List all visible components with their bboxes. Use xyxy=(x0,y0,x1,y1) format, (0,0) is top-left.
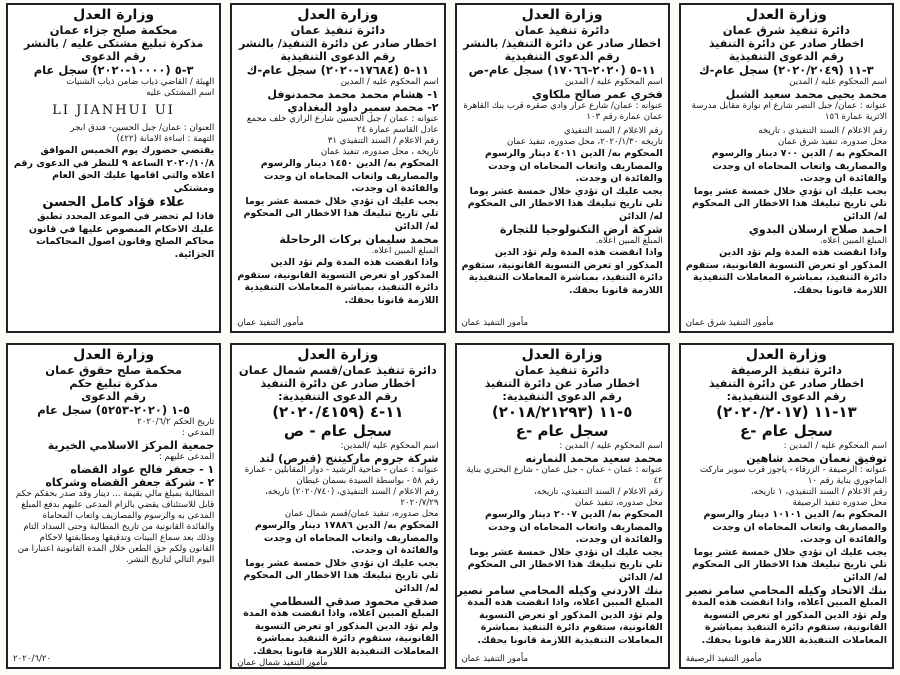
body-line: المحكوم به/ الدين ٢٠٠٧ دينار والرسوم والمصاريف واتعاب المحاماه ان وجدت والفائدة ان وجدت. xyxy=(485,509,663,545)
notice-title: اخطار صادر عن دائرة التنفيذ xyxy=(708,37,864,50)
body-line: المحكوم به/ الدين ١٠١٠١ دينار والرسوم والمصاريف واتعاب المحاماه ان وجدت والفائدة ان وجدت. xyxy=(703,509,887,545)
address: عنوانه : عمان/ جبل النصر شارع ام نوارة مقابل مدرسة الاثرية عمارة ١٥٦ xyxy=(691,101,887,122)
body-line: يجب عليك ان تؤدي خلال خمسة عشر يوما تلي تاريخ تبليغك هذا الاخطار الى المحكوم له/ الدائن xyxy=(243,557,439,594)
notice-title: مذكرة تبليغ حكم xyxy=(69,377,158,390)
ministry-heading: وزارة العدل xyxy=(521,347,603,363)
ministry-heading: وزارة العدل xyxy=(297,347,379,363)
body-line: محل صدوره، تنفيذ عمان xyxy=(575,498,663,508)
defendant-label: اسم المحكوم عليه /المدين: xyxy=(340,441,439,451)
notice-north-amman xyxy=(230,343,445,669)
case-number: ٣-٥ (١٠٠٠٠-٢٠٢٠) سجل عام xyxy=(33,63,194,77)
notice-amman-1 xyxy=(455,3,670,333)
defendant-name: ١ - جعفر فالح عواد القضاه xyxy=(70,463,215,476)
footer-signature: مأمور التنفيذ عمان xyxy=(461,318,529,328)
case-number: ١١-٥ (٢٠٢٠-١٧٠٦٦) سجل عام-ص xyxy=(468,63,656,77)
creditor-name: شركة ارض التكنولوجيا للتجارة xyxy=(499,223,663,236)
defendant-name: محمد يحيى محمد سعيد الشبل xyxy=(725,88,887,101)
department-name: دائرة تنفيذ عمان xyxy=(514,23,610,37)
creditor-name: صدقي محمود صدقي السطامي xyxy=(269,595,439,608)
body-line: رقم الاعلام / السند التنفيذي، (٢٠٢٠/٧٤٠) تاريخه، ٢٠٢٠/٧/٢٩ xyxy=(265,487,439,508)
footer-signature: مأمور التنفيذ الرصيفة xyxy=(685,654,762,664)
case-number: ١٣-١١ (٢٠٢٠/٢٠١٧) xyxy=(716,403,857,421)
body-line: يجب عليك ان تؤدي خلال خمسة عشر يوما تلي تاريخ تبليغك هذا الاخطار الى المحكوم له/ الدائن xyxy=(691,546,887,583)
ministry-heading: وزارة العدل xyxy=(745,347,827,363)
case-label: رقم الدعوى التنفيذية: xyxy=(502,390,622,403)
creditor-name: بنك الاردني وكيله المحامي سامر نصير xyxy=(456,584,663,597)
case-number: ٣-١١ (٢٠٢٠/٢٠٤٩) سجل عام-ك xyxy=(699,63,874,77)
body-line: محل صدوره تنفيذ الرصيفة xyxy=(792,498,887,508)
body-line: رقم الاعلام / السند التنفيذي ٣١ xyxy=(327,136,439,146)
body-line: محل صدوره، تنفيذ عمان/قسم شمال عمان xyxy=(284,509,439,519)
register: سجل عام -ع xyxy=(515,422,609,440)
notice-rusaifa xyxy=(679,343,894,669)
notice-title: اخطار صادر عن دائرة التنفيذ xyxy=(484,377,640,390)
footer-signature: مأمور التنفيذ عمان xyxy=(237,318,304,328)
department-name: دائرة تنفيذ الرصيفة xyxy=(730,363,842,377)
body-line: محل صدوره، تنفيذ شرق عمان xyxy=(777,137,887,147)
closing-line: واذا انقضت هذه المدة ولم تؤد الدين المذكور او تعرض التسوية القانونية، ستقوم دائرة التنفيذ، بمباشرة المعاملات التنفيذية اللازمة قانونا بحقك. xyxy=(461,247,663,296)
body-text: يجب عليك ان تؤدي خلال خمسة عشر يوما تلي تاريخ تبليغك هذا الاخطار الى المحكوم له/ الدائن xyxy=(243,195,439,232)
closing-line: المبلغ المبين اعلاه. xyxy=(819,236,887,246)
closing-line: المبلغ المبين اعلاه. xyxy=(595,236,663,246)
department-name: دائرة تنفيذ عمان xyxy=(514,363,610,377)
defendant-name: فخري عمر صالح ملكاوي xyxy=(531,88,663,101)
defendant-name: محمد سعيد محمد النمارنه xyxy=(525,452,663,465)
address: عنوانه : عمان/ شارع عرار وادي صقره قرب بنك القاهرة عمان عمارة رقم ١٠٣ xyxy=(463,101,663,122)
body-text: يجب عليك ان تؤدي خلال خمسة عشر يوما تلي تاريخ تبليغك هذا الاخطار الى المحكوم له/ الدائن xyxy=(691,185,887,222)
defendant-name: شركة جروم ماركيتنج (قبرص) لتد xyxy=(259,452,439,465)
ministry-heading: وزارة العدل xyxy=(73,347,155,363)
case-label: رقم الدعوى التنفيذية xyxy=(280,50,396,63)
defendant-label: اسم المحكوم عليه / المدين xyxy=(340,77,439,87)
body-line: المحكوم به / الدين ٧٠٠ دينار والرسوم والمصاريف واتعاب المحاماه ان وجدت والفائدة ان وجدت. xyxy=(711,148,887,184)
top-row xyxy=(6,3,894,333)
address: عنوانه : عمان - ضاحية الرشيد - دوار المقابلين - عمارة رقم ٥٨ - بواسطة السيدة بسمان غيطان xyxy=(244,465,439,486)
notice-civil-court xyxy=(6,343,221,669)
closing-line: واذا انقضت هذه المدة ولم تؤد الدين المذكور او تعرض التسوية القانونية، ستقوم دائرة التنفيذ، بمباشرة المعاملات التنفيذية اللازمة قانونا بحقك. xyxy=(685,247,887,296)
closing-line: المبلغ المبين اعلاه، واذا انقضت هذه المدة ولم تؤد الدين المذكور او تعرض التسوية القانونية، ستقوم دائرة التنفيذ بمباشرة المعاملات التنفيذية اللازمة قانونا بحقك. xyxy=(691,597,887,646)
notice-title: اخطار صادر عن دائرة التنفيذ/ بالنشر xyxy=(239,37,437,50)
defendant-label: اسم المحكوم عليه / المدين xyxy=(565,77,663,87)
case-number: ١١-٤ (٢٠٢٠/٤١٥٩) xyxy=(272,403,404,421)
judgment-text: المطالبة بمبلغ مالي بقيمة ... دينار وقد صدر بحقكم حكم قابل للاستئناف يقضي بالزام المدعى عليهم بدفع المبلغ المدعى به والرسوم والمصاريف واتعاب المحاماة والفائدة القانونية من تاريخ المطالبة وحتى السداد التام وذلك بعد سماع البينات وتدقيقها ومطابقتها لاحكام القانون ولكم حق الطعن خلال المدة القانونية اعتبارا من اليوم التالي لتاريخ النشر. xyxy=(15,489,215,565)
complainee-label: اسم المشتكى عليه xyxy=(146,88,215,98)
notice-criminal-court xyxy=(6,3,221,333)
defendant-name: ٢ - شركة جعفر القضاه وشركاه xyxy=(45,476,215,489)
ministry-heading: وزارة العدل xyxy=(745,7,827,23)
register: سجل عام - ص xyxy=(283,422,392,440)
closing-text: فاذا لم تحضر في الموعد المحدد تطبق عليك الاحكام المنصوص عليها في قانون محاكم الصلح وقانون اصول المحاكمات الجزائية. xyxy=(28,211,215,260)
closing-line: المبلغ المبين اعلاه، واذا انقضت هذه المدة ولم تؤد الدين المذكور او تعرض التسوية القانونية، ستقوم دائرة التنفيذ بمباشرة المعاملات التنفيذية اللازمة قانونا بحقك. xyxy=(467,597,663,646)
body-line: تاريخه ٢٠٢٠/١/٣٠، محل صدوره، تنفيذ عمان xyxy=(506,137,663,147)
bottom-row xyxy=(6,343,894,669)
defendant-name: ١- هشام محمد محمد محمدنوفل xyxy=(267,88,439,101)
notice-title: مذكرة تبليغ مشتكى عليه / بالنشر xyxy=(23,37,204,50)
notice-east-amman xyxy=(679,3,894,333)
case-label: رقم الدعوى xyxy=(81,390,146,403)
ministry-heading: وزارة العدل xyxy=(73,7,155,23)
department-name: دائرة تنفيذ شرق عمان xyxy=(722,23,850,37)
complainee-name: LI JIANHUI UI xyxy=(52,103,175,118)
department-name: دائرة تنفيذ عمان xyxy=(290,23,386,37)
creditor-name: احمد صلاح ارسلان البدوي xyxy=(748,223,887,236)
body-line: تاريخه ، محل صدوره، تنفيذ عمان xyxy=(320,147,439,157)
case-number: ١١-٥ (١٧٦٨٤-٢٠٢٠) سجل عام-ك xyxy=(246,63,429,77)
closing-line: المبلغ المبين اعلاه، واذا انقضت هذه المدة ولم تؤد الدين المذكور او تعرض التسوية القانونية، ستقوم دائرة التنفيذ بمباشرة المعاملات التنفيذية اللازمة قانونا بحقك. xyxy=(243,608,439,657)
case-label: رقم الدعوى التنفيذية xyxy=(728,50,844,63)
closing-line: واذا انقضت هذه المدة ولم تؤد الدين المذكور او تعرض التسوية القانونية، ستقوم دائرة التنفيذ، بمباشرة المعاملات التنفيذية اللازمة قانونا بحقك. xyxy=(237,257,439,306)
summons-text: يقتضي حضورك يوم الخميس الموافق ٢٠٢٠/١٠/٨ الساعة ٩ للنظر في الدعوى رقم اعلاه والتي اقامها عليك الحق العام ومشتكي xyxy=(13,145,215,194)
defendant-label: اسم المحكوم عليه / المدين : xyxy=(559,441,663,451)
address: عنوانه : عمان / جبل الحسين شارع الرازي خلف مجمع عادل القاسم عمارة ٢٤ xyxy=(246,114,439,135)
case-label: رقم الدعوى التنفيذية: xyxy=(278,390,398,403)
body-line: رقم الاعلام / السند التنفيذي xyxy=(563,126,663,136)
body-line: المحكوم به/ الدين ١٧٨٨٦ دينار والرسوم والمصاريف واتعاب المحاماه ان وجدت والفائدة ان وجدت. xyxy=(254,520,439,556)
ministry-heading: وزارة العدل xyxy=(297,7,379,23)
footer-date: ٢٠٢٠/٦/٢٠ xyxy=(13,654,52,664)
defendant-name: توفيق نعمان محمد شاهين xyxy=(746,452,887,465)
notice-title: اخطار صادر عن دائرة التنفيذ/ بالنشر xyxy=(463,37,661,50)
creditor-name: محمد سليمان بركات الرحاحلة xyxy=(279,233,439,246)
footer-signature: مأمور التنفيذ عمان xyxy=(461,654,529,664)
defendants-label: المدعى عليهم : xyxy=(158,452,215,462)
notice-amman-2 xyxy=(230,3,445,333)
address: العنوان : عمان/ جبل الحسين- فندق ابجر xyxy=(70,123,215,133)
body-line: رقم الاعلام / السند التنفيذي ، تاريخه xyxy=(758,126,887,136)
charge: التهمة : اساءة الامانة (٤٢٢) xyxy=(116,134,215,144)
defendant-name: ٢- محمد سمير داود البغدادي xyxy=(287,101,439,114)
panel: الهيئة / القاضي ذياب ضامن ذياب الشنيات xyxy=(66,77,215,87)
plaintiff-name: علاء فؤاد كامل الحسن xyxy=(42,195,185,210)
defendant-label: اسم المحكوم عليه / المدين : xyxy=(783,441,887,451)
creditor-name: بنك الاتحاد وكيله المحامي سامر نصير xyxy=(686,584,887,597)
body-text: يجب عليك ان تؤدي خلال خمسة عشر يوما تلي تاريخ تبليغك هذا الاخطار الى المحكوم له/ الدائن xyxy=(467,185,663,222)
case-label: رقم الدعوى xyxy=(81,50,146,63)
case-number: ٥-١ (٢٠٢٠-٥٢٥٣) سجل عام xyxy=(37,403,191,417)
closing-line: المبلغ المبين اعلاه. xyxy=(371,246,439,256)
notice-amman-3 xyxy=(455,343,670,669)
plaintiff-name: جمعية المركز الاسلامي الخيرية xyxy=(47,439,215,452)
body-line: المحكوم به/ الدين ١٤٥٠ دينار والرسوم والمصاريف واتعاب المحاماه ان وجدت والفائدة ان وجدت. xyxy=(260,158,439,194)
plaintiff-label: المدعي : xyxy=(181,428,215,438)
body-line: رقم الاعلام / السند التنفيذي، تاريخه، xyxy=(533,487,663,497)
body-line: المحكوم به/ الدين ٤٠١١ دينار والرسوم والمصاريف واتعاب المحاماه ان وجدت والفائدة ان وجدت. xyxy=(485,148,663,184)
address: عنوانه : الرصيفة - الزرقاء - ياجوز قرب سوبر ماركت الماجوري بناية رقم ١٠ xyxy=(699,465,887,486)
court-name: محكمة صلح حقوق عمان xyxy=(45,363,182,377)
notice-title: اخطار صادر عن دائرة التنفيذ xyxy=(708,377,864,390)
court-name: محكمة صلح جزاء عمان xyxy=(49,23,178,37)
case-number: ٥-١١ (٢٠١٨/٢١٢٩٣) xyxy=(491,403,633,421)
footer-signature: مأمور التنفيذ شمال عمان xyxy=(237,658,328,668)
ministry-heading: وزارة العدل xyxy=(521,7,603,23)
body-line: يجب عليك ان تؤدي خلال خمسة عشر يوما تلي تاريخ تبليغك هذا الاخطار الى المحكوم له/ الدائن xyxy=(467,546,663,583)
body-line: رقم الاعلام / السند التنفيذي، ١ تاريخه، xyxy=(750,487,887,497)
notice-title: اخطار صادر عن دائرة التنفيذ xyxy=(260,377,416,390)
case-label: رقم الدعوى التنفيذية xyxy=(504,50,620,63)
register: سجل عام -ع xyxy=(740,422,833,440)
defendant-label: اسم المحكوم عليه / المدين xyxy=(789,77,887,87)
footer-signature: مأمور التنفيذ شرق عمان xyxy=(685,318,774,328)
judgment-date: تاريخ الحكم ٢٠٢٠/٦/٢ xyxy=(137,417,215,427)
case-label: رقم الدعوى التنفيذية: xyxy=(726,390,847,403)
department-name: دائرة تنفيذ عمان/قسم شمال عمان xyxy=(238,363,437,377)
address: عنوانه : عمان - عمان - جبل عمان - شارع البحتري بناية ٤٢ xyxy=(466,465,663,486)
